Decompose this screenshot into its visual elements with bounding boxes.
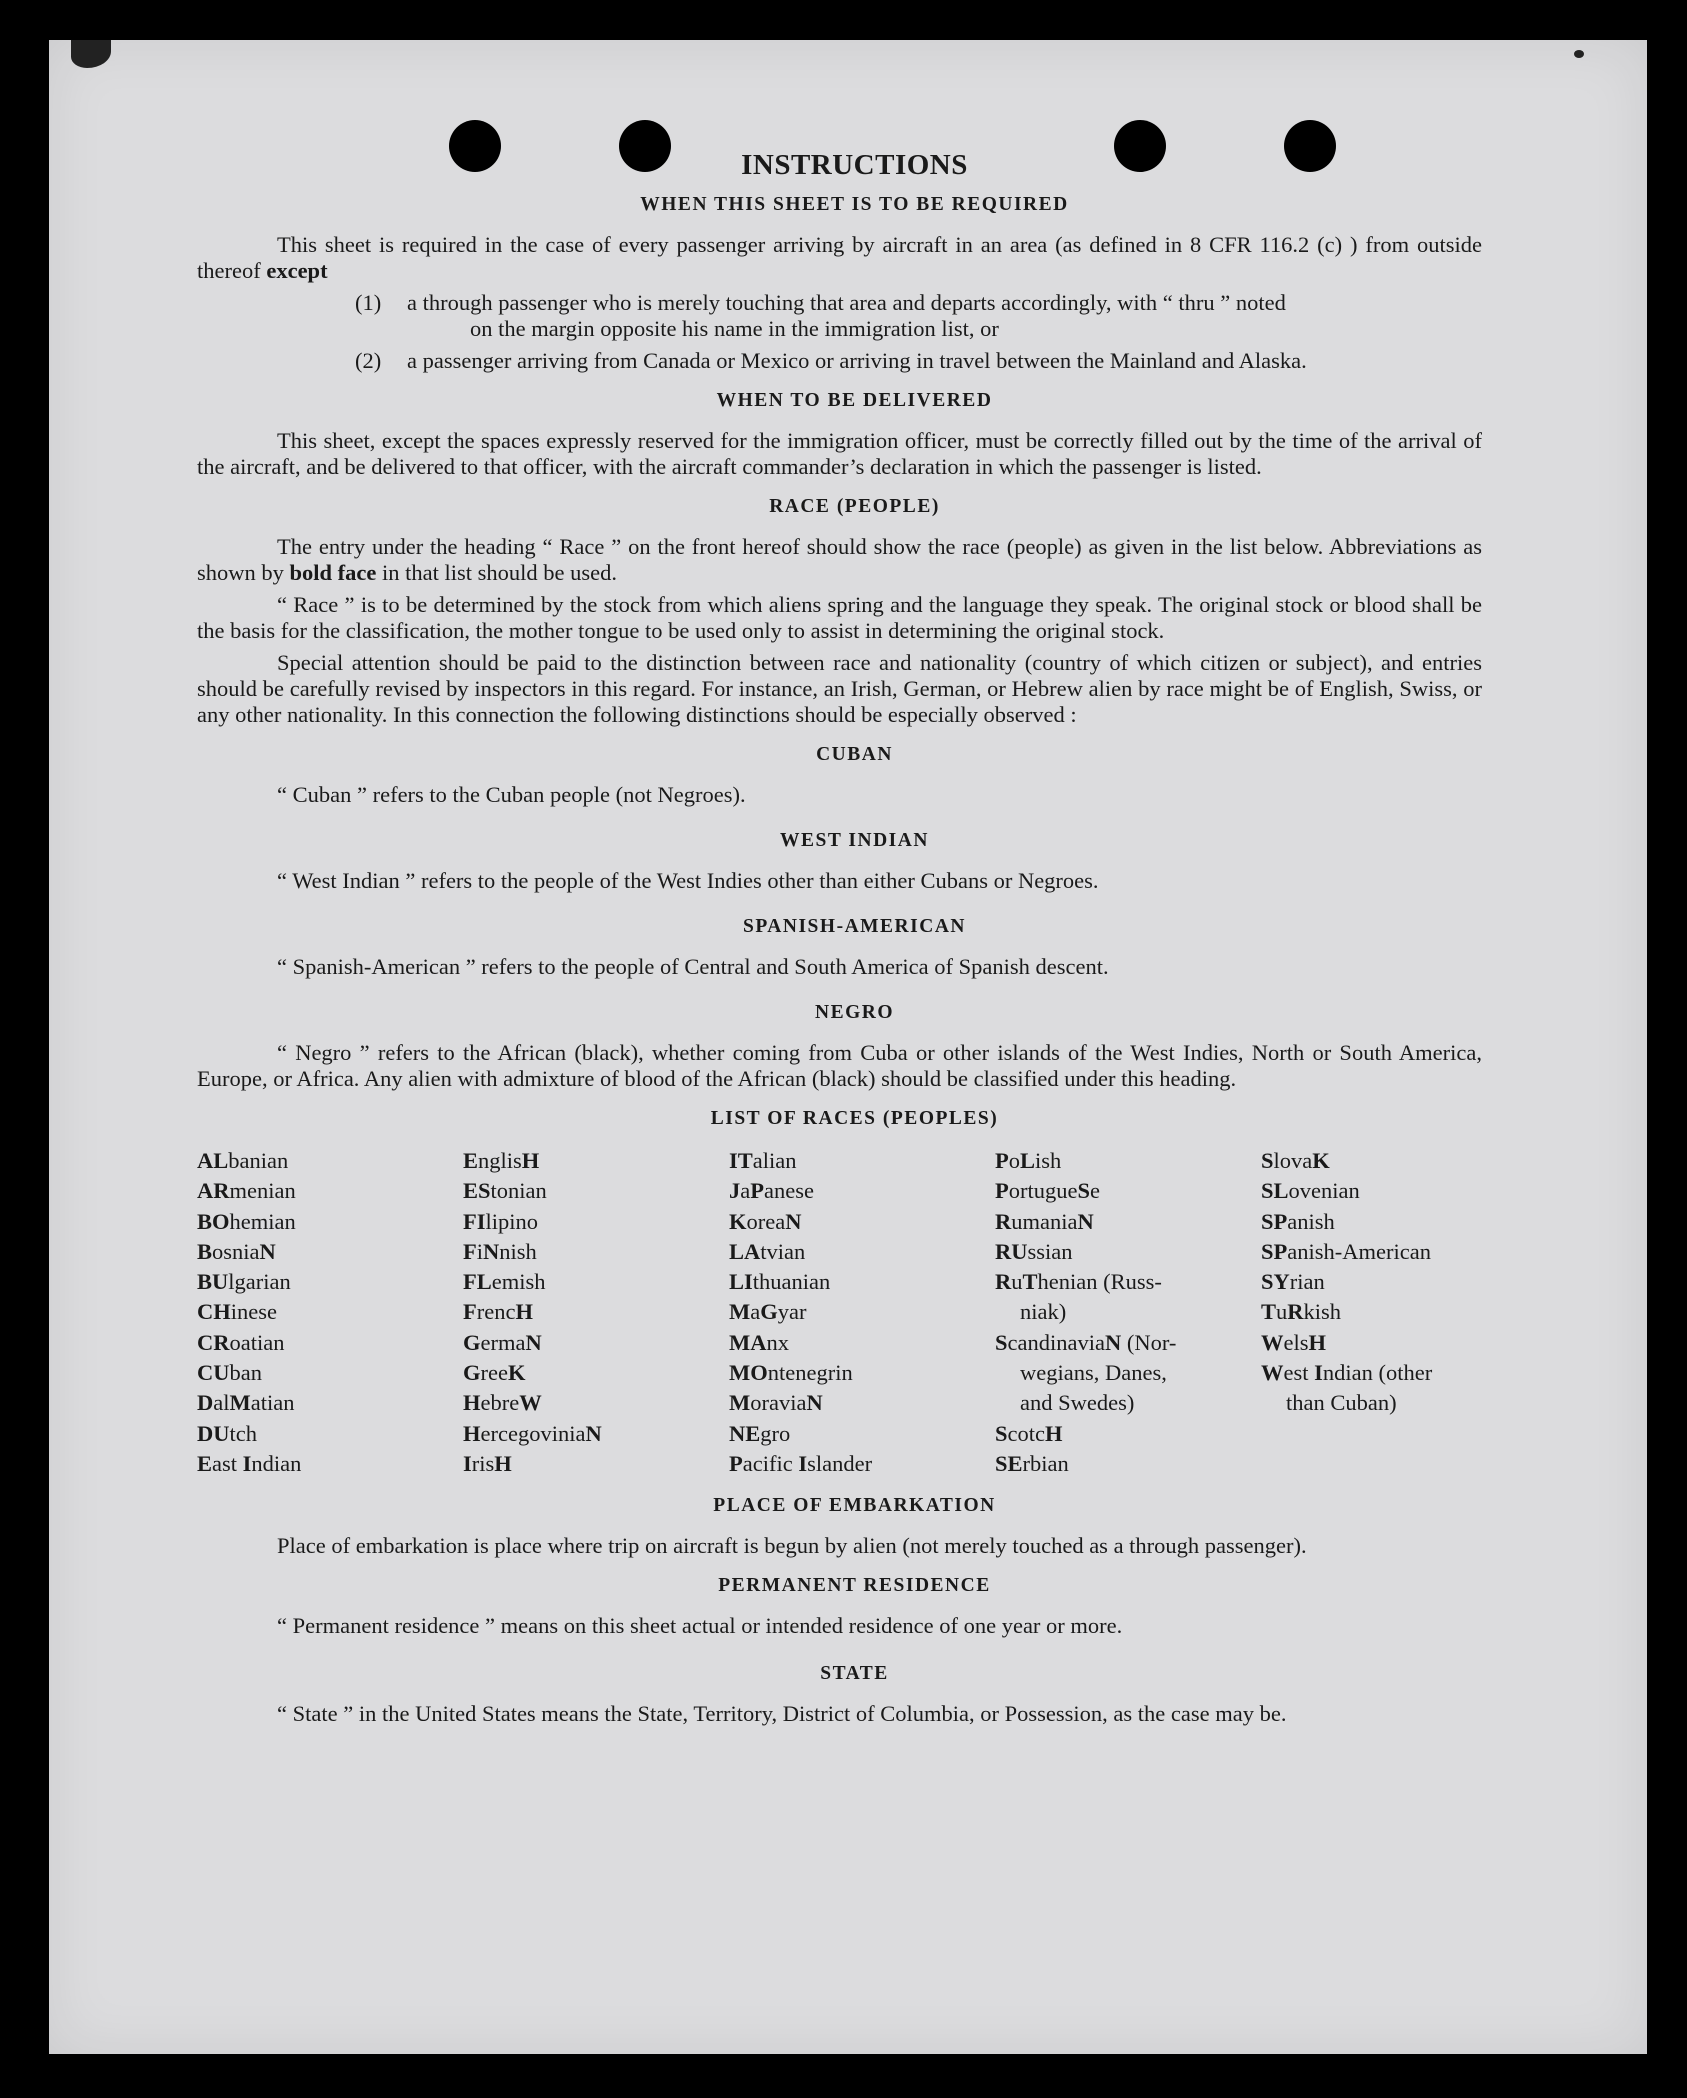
race-name-part: anish-American [1287, 1238, 1431, 1264]
races-list [197, 1146, 1482, 1479]
race-abbrev-letters: M [229, 1390, 251, 1416]
race-abbrev-letters: DU [197, 1420, 230, 1446]
race-entry [995, 1297, 1261, 1327]
race-abbrev-letters: N [525, 1329, 542, 1355]
race-abbrev-letters: E [463, 1148, 479, 1173]
race-name-part: (Nor- [1121, 1329, 1177, 1355]
race-name-part: menian [229, 1178, 296, 1204]
exception-number: (1) [355, 290, 382, 315]
race-abbrev-letters: H [1308, 1329, 1327, 1355]
race-entry [729, 1297, 995, 1327]
races-column [197, 1146, 463, 1479]
race-entry [995, 1419, 1261, 1449]
race-abbrev-letters: T [1022, 1269, 1038, 1295]
race-abbrev-letters: T [1261, 1299, 1277, 1325]
race-name-part: a [740, 1178, 751, 1204]
spanish-american-text: “ Spanish-American ” refers to the people of Central and South America of Spanish descent. [277, 954, 1109, 979]
race-paragraph-3: Special attention should be paid to the distinction between race and nationality (country of which citizen or subject), and entries should be carefully revised by inspectors in this regard. For instance, an Irish, German, or Hebrew alien by race might be of English, Swiss, or any other nationality. In this connection the following distinctions should be especially observed : [197, 650, 1482, 727]
race-name-part: ban [229, 1360, 262, 1386]
race-abbrev-letters: N [1077, 1208, 1094, 1234]
race-entry [463, 1449, 729, 1479]
race-name-part: thuanian [752, 1269, 831, 1295]
race-abbrev-letters: N [1104, 1329, 1122, 1355]
race-entry [197, 1328, 463, 1358]
race-abbrev-letters: S [995, 1329, 1008, 1355]
section-heading-race: RACE (PEOPLE) [769, 496, 940, 517]
race-abbrev-letters: L [1020, 1148, 1036, 1173]
exception-item [197, 348, 1482, 374]
race-entry [463, 1388, 729, 1418]
race-abbrev-letters: CH [197, 1299, 231, 1325]
race-name-part: cotc [1007, 1420, 1045, 1446]
race-name-part: tch [229, 1420, 257, 1446]
cuban-text: “ Cuban ” refers to the Cuban people (not Negroes). [277, 782, 746, 807]
race-name-part: inese [230, 1299, 277, 1325]
race-name-part: osnia [212, 1238, 260, 1264]
race-name-part: i [476, 1238, 484, 1264]
race-name-part: candinavia [1007, 1329, 1105, 1355]
race-abbrev-letters: N [483, 1238, 500, 1264]
race-name-part: anish [1287, 1208, 1335, 1234]
race-abbrev-letters: P [729, 1450, 743, 1476]
race-entry [995, 1146, 1261, 1176]
race-abbrev-letters: M [729, 1390, 751, 1416]
race-abbrev-letters: I [1314, 1360, 1323, 1386]
section-heading-embarkation: PLACE OF EMBARKATION [713, 1495, 996, 1517]
race-name-part: rian [1289, 1269, 1325, 1295]
race-name-part: ree [480, 1360, 508, 1386]
races-column [1261, 1146, 1491, 1479]
race-name-part: emish [491, 1269, 546, 1295]
race-abbrev-letters: AR [197, 1178, 230, 1204]
exception-item [197, 290, 1482, 342]
required-intro: This sheet is required in the case of every passenger arriving by aircraft in an area (as defined in 8 CFR 116.2 (c) ) from outside thereof except [197, 232, 1482, 283]
races-column [995, 1146, 1261, 1479]
race-abbrev-letters: S [1261, 1148, 1274, 1173]
race-entry [197, 1419, 463, 1449]
race-name-part: alian [752, 1148, 797, 1173]
race-abbrev-letters: R [1287, 1299, 1304, 1325]
section-heading-state: STATE [820, 1663, 889, 1685]
race-abbrev-letters: B [197, 1238, 213, 1264]
race-abbrev-letters: CU [197, 1360, 230, 1386]
race-entry [197, 1176, 463, 1206]
race-abbrev-letters: W [1261, 1360, 1284, 1386]
race-abbrev-letters: MA [729, 1329, 767, 1355]
race-name-part: oravia [750, 1390, 807, 1416]
race-entry [1261, 1237, 1491, 1267]
race-abbrev-letters: BO [197, 1208, 230, 1234]
race-entry [197, 1207, 463, 1237]
paper-speck [1574, 50, 1584, 58]
race-entry [197, 1146, 463, 1176]
race-entry [995, 1267, 1261, 1297]
race-abbrev-letters: SY [1261, 1269, 1290, 1295]
race-entry [463, 1419, 729, 1449]
race-entry [197, 1237, 463, 1267]
race-name-part: atian [250, 1390, 295, 1416]
race-entry [1261, 1358, 1491, 1388]
race-entry [463, 1267, 729, 1297]
race-entry [1261, 1146, 1491, 1176]
race-entry [463, 1176, 729, 1206]
race-entry [1261, 1267, 1491, 1297]
race-name-part: renc [476, 1299, 516, 1325]
race-abbrev-letters: G [760, 1299, 778, 1325]
race-name-part: lgarian [228, 1269, 291, 1295]
race-name-part: ast [212, 1450, 243, 1476]
race-name-part: gro [760, 1420, 791, 1446]
race-abbrev-letters: K [507, 1360, 526, 1386]
race-name-part: banian [228, 1148, 289, 1173]
race-entry [463, 1297, 729, 1327]
race-name-part: al [213, 1390, 230, 1416]
race-abbrev-letters: CR [197, 1329, 230, 1355]
race-abbrev-letters: W [1261, 1329, 1284, 1355]
race-entry [995, 1388, 1261, 1418]
race-entry [463, 1328, 729, 1358]
race-abbrev-letters: W [519, 1390, 542, 1416]
race-abbrev-letters: S [995, 1420, 1008, 1446]
races-column [463, 1146, 729, 1479]
race-name-part: umania [1011, 1208, 1078, 1234]
race-entry [729, 1388, 995, 1418]
race-entry [1261, 1297, 1491, 1327]
race-name-part: est [1283, 1360, 1315, 1386]
race-name-part: u [1011, 1269, 1023, 1295]
race-entry [995, 1176, 1261, 1206]
race-entry [995, 1237, 1261, 1267]
race-entry [995, 1328, 1261, 1358]
race-entry [197, 1358, 463, 1388]
section-heading-list-of-races: LIST OF RACES (PEOPLES) [710, 1108, 999, 1129]
page-title: INSTRUCTIONS [741, 149, 968, 181]
race-abbrev-letters: AL [197, 1148, 229, 1173]
race-abbrev-letters: N [806, 1390, 823, 1416]
west-indian-text: “ West Indian ” refers to the people of the West Indies other than either Cubans or Negroes. [277, 868, 1099, 893]
race-abbrev-letters: S [1077, 1178, 1090, 1204]
race-name-part: erma [480, 1329, 526, 1355]
race-abbrev-letters: I [798, 1450, 808, 1476]
race-abbrev-letters: N [585, 1420, 602, 1446]
race-abbrev-letters: F [463, 1299, 477, 1325]
race-name-part: oatian [229, 1329, 285, 1355]
race-name-part: ortugue [1008, 1178, 1078, 1204]
race-entry [463, 1358, 729, 1388]
race-abbrev-letters: LA [729, 1238, 761, 1264]
race-entry [729, 1328, 995, 1358]
race-entry [995, 1449, 1261, 1479]
race-abbrev-letters: P [995, 1178, 1009, 1204]
race-entry [729, 1267, 995, 1297]
race-abbrev-letters: I [242, 1450, 252, 1476]
delivered-text: This sheet, except the spaces expressly reserved for the immigration officer, must be correctly filled out by the time of the arrival of the aircraft, and be delivered to that officer, with the aircraft commander’s declaration in which the passenger is listed. [197, 428, 1482, 479]
race-entry [729, 1449, 995, 1479]
race-abbrev-letters: ES [463, 1178, 491, 1204]
race-entry [729, 1419, 995, 1449]
race-abbrev-letters: H [521, 1148, 540, 1173]
race-abbrev-letters: M [729, 1299, 751, 1325]
race-abbrev-letters: K [1312, 1148, 1330, 1173]
residence-text: “ Permanent residence ” means on this sheet actual or intended residence of one year or more. [277, 1613, 1123, 1639]
race-abbrev-letters: R [995, 1269, 1012, 1295]
race-name-part: and Swedes) [1020, 1390, 1135, 1416]
race-name-part: ssian [1027, 1238, 1073, 1264]
negro-text: “ Negro ” refers to the African (black), whether coming from Cuba or other islands of the West Indies, North or South America, Europe, or Africa. Any alien with admixture of blood of the African (black) should be classified under this heading. [197, 1040, 1482, 1091]
race-name-part: lova [1273, 1148, 1313, 1173]
race-abbrev-letters: SE [995, 1450, 1023, 1476]
race-entry [1261, 1328, 1491, 1358]
paper-tear [71, 40, 111, 68]
exception-text: a through passenger who is merely touching that area and departs accordingly, with “ thru ” noted [407, 290, 1286, 315]
race-abbrev-letters: MO [729, 1360, 768, 1386]
race-entry [197, 1297, 463, 1327]
race-abbrev-letters: F [463, 1238, 477, 1264]
race-name-part: ercegovinia [480, 1420, 586, 1446]
race-name-part: than Cuban) [1286, 1390, 1397, 1416]
race-name-part: acific [742, 1450, 799, 1476]
section-heading-spanish-american: SPANISH-AMERICAN [743, 916, 966, 937]
race-abbrev-letters: H [463, 1420, 481, 1446]
race-entry [729, 1146, 995, 1176]
race-name-part: hemian [229, 1208, 296, 1234]
section-heading-west-indian: WEST INDIAN [780, 830, 929, 851]
race-name-part: nglis [478, 1148, 522, 1173]
race-entry [729, 1237, 995, 1267]
race-abbrev-letters: IT [729, 1148, 753, 1173]
race-entry [995, 1207, 1261, 1237]
race-name-part: rbian [1022, 1450, 1069, 1476]
race-entry [729, 1207, 995, 1237]
race-name-part: ish [1035, 1148, 1062, 1173]
race-name-part: slander [807, 1450, 873, 1476]
exception-number: (2) [355, 348, 382, 373]
race-abbrev-letters: H [494, 1450, 512, 1476]
section-heading-residence: PERMANENT RESIDENCE [718, 1575, 991, 1597]
race-abbrev-letters: SP [1261, 1238, 1288, 1264]
race-entry [995, 1358, 1261, 1388]
race-name-part: a [750, 1299, 761, 1325]
race-abbrev-letters: D [197, 1390, 214, 1416]
race-abbrev-letters: N [259, 1238, 276, 1264]
section-heading-cuban: CUBAN [816, 744, 893, 765]
race-abbrev-letters: P [995, 1148, 1009, 1173]
race-entry [463, 1146, 729, 1176]
race-abbrev-letters: N [785, 1208, 802, 1234]
race-entry [1261, 1176, 1491, 1206]
race-abbrev-letters: RU [995, 1238, 1028, 1264]
race-name-part: anese [764, 1178, 814, 1204]
race-entry [463, 1207, 729, 1237]
race-abbrev-letters: FI [463, 1208, 486, 1234]
race-name-part: tonian [490, 1178, 547, 1204]
race-name-part: ebre [480, 1390, 520, 1416]
race-abbrev-letters: G [463, 1360, 481, 1386]
race-name-part: tvian [760, 1238, 806, 1264]
race-abbrev-letters: P [750, 1178, 764, 1204]
section-heading-required: WHEN THIS SHEET IS TO BE REQUIRED [640, 194, 1069, 215]
race-name-part: e [1090, 1178, 1100, 1204]
race-name-part: henian (Russ- [1037, 1269, 1162, 1295]
exception-text: a passenger arriving from Canada or Mexico or arriving in travel between the Mainland and Alaska. [407, 348, 1307, 373]
race-abbrev-letters: I [463, 1450, 472, 1476]
race-paragraph-2: “ Race ” is to be determined by the stock from which aliens spring and the language they speak. The original stock or blood shall be the basis for the classification, the mother tongue to be used only to assist in determining the original stock. [197, 592, 1482, 643]
race-paragraph-1: The entry under the heading “ Race ” on the front hereof should show the race (people) as given in the list below. Abbreviations as shown by bold face in that list should be used. [197, 534, 1482, 585]
race-name-part: lipino [485, 1208, 539, 1234]
instructions-body [197, 149, 1482, 1727]
race-abbrev-letters: FL [463, 1269, 492, 1295]
race-name-part: ris [471, 1450, 495, 1476]
race-entry [1261, 1207, 1491, 1237]
race-name-part: yar [777, 1299, 807, 1325]
race-entry [729, 1358, 995, 1388]
race-entry [1261, 1388, 1491, 1418]
section-heading-delivered: WHEN TO BE DELIVERED [716, 390, 993, 411]
race-name-part: kish [1303, 1299, 1342, 1325]
race-abbrev-letters: LI [729, 1269, 753, 1295]
race-entry [463, 1237, 729, 1267]
race-abbrev-letters: H [515, 1299, 533, 1325]
exception-text-cont: on the margin opposite his name in the immigration list, or [470, 316, 999, 341]
races-column [729, 1146, 995, 1479]
race-name-part: ovenian [1288, 1178, 1360, 1204]
race-entry [197, 1388, 463, 1418]
state-text: “ State ” in the United States means the State, Territory, District of Columbia, or Possession, as the case may be. [277, 1701, 1287, 1727]
race-name-part: ndian (other [1322, 1360, 1433, 1386]
race-abbrev-letters: NE [729, 1420, 761, 1446]
race-abbrev-letters: SP [1261, 1208, 1288, 1234]
embarkation-text: Place of embarkation is place where trip on aircraft is begun by alien (not merely touched as a through passenger). [277, 1533, 1307, 1559]
race-name-part: nish [499, 1238, 537, 1264]
race-abbrev-letters: R [995, 1208, 1012, 1234]
race-name-part: ndian [251, 1450, 302, 1476]
race-abbrev-letters: E [197, 1450, 213, 1476]
race-abbrev-letters: K [729, 1208, 747, 1234]
race-name-part: wegians, Danes, [1020, 1360, 1167, 1386]
race-abbrev-letters: BU [197, 1269, 229, 1295]
section-heading-negro: NEGRO [814, 1002, 894, 1023]
race-entry [729, 1176, 995, 1206]
race-abbrev-letters: SL [1261, 1178, 1289, 1204]
race-name-part: o [1008, 1148, 1020, 1173]
race-name-part: orea [746, 1208, 786, 1234]
race-abbrev-letters: H [463, 1390, 481, 1416]
race-abbrev-letters: H [1045, 1420, 1063, 1446]
race-name-part: els [1283, 1329, 1309, 1355]
race-abbrev-letters: G [463, 1329, 481, 1355]
race-name-part: niak) [1020, 1299, 1067, 1325]
race-entry [197, 1267, 463, 1297]
race-name-part: nx [766, 1329, 789, 1355]
race-name-part: ntenegrin [767, 1360, 853, 1386]
race-abbrev-letters: J [729, 1178, 741, 1204]
race-name-part: u [1276, 1299, 1288, 1325]
race-entry [197, 1449, 463, 1479]
